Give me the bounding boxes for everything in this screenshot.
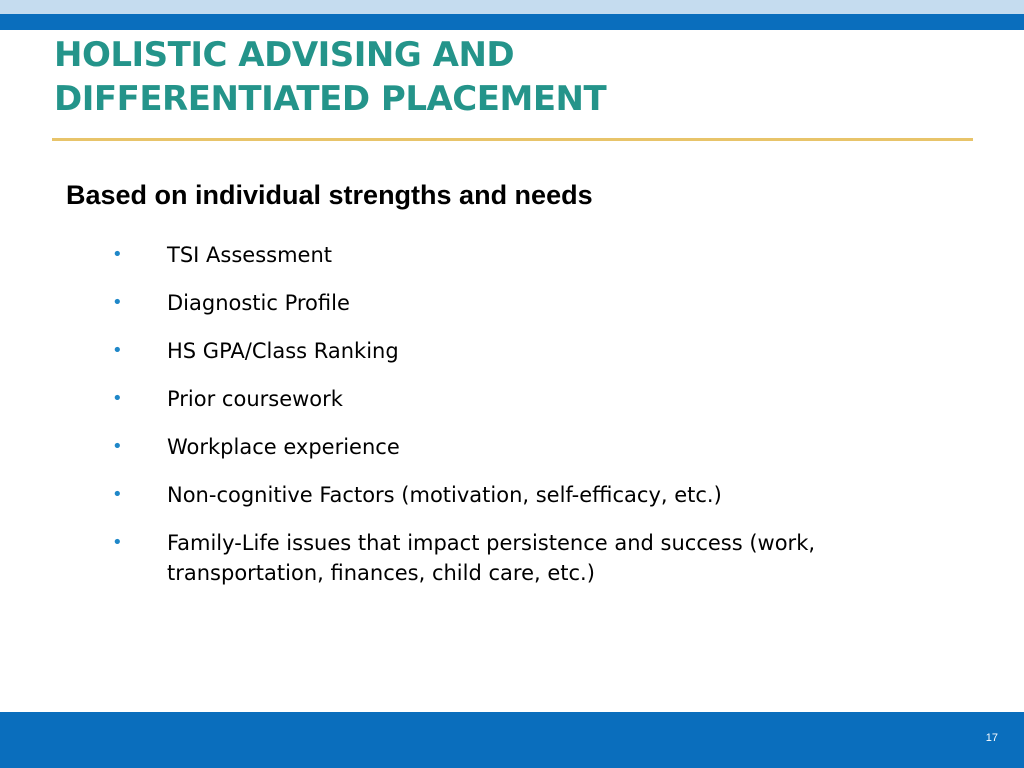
bullet-text: Diagnostic Profile <box>167 291 350 315</box>
bullet-item <box>112 384 892 414</box>
footer-band <box>0 712 1024 768</box>
slide-title-line-2: DIFFERENTIATED PLACEMENT <box>54 79 607 119</box>
page-number: 17 <box>985 732 998 744</box>
top-band-light <box>0 0 1024 14</box>
bullet-text: Family-Life issues that impact persistence and success (work, transportation, finances, child care, etc.) <box>167 531 816 585</box>
top-band-dark <box>0 14 1024 30</box>
bullet-icon: • <box>112 340 123 361</box>
bullet-item <box>112 288 892 318</box>
title-divider <box>52 138 973 141</box>
bullet-item <box>112 240 892 270</box>
slide-subtitle: Based on individual strengths and needs <box>66 180 593 210</box>
bullet-item <box>112 528 892 588</box>
bullet-icon: • <box>112 436 123 457</box>
bullet-icon: • <box>112 484 123 505</box>
bullet-text: Workplace experience <box>167 435 400 459</box>
bullet-item <box>112 336 892 366</box>
bullet-item <box>112 432 892 462</box>
bullet-list <box>112 240 892 606</box>
bullet-text: Prior coursework <box>167 387 343 411</box>
slide-title <box>54 33 954 121</box>
bullet-item <box>112 480 892 510</box>
bullet-icon: • <box>112 292 123 313</box>
bullet-text: TSI Assessment <box>167 243 332 267</box>
bullet-text: HS GPA/Class Ranking <box>167 339 399 363</box>
bullet-icon: • <box>112 244 123 265</box>
bullet-icon: • <box>112 388 123 409</box>
bullet-icon: • <box>112 532 123 553</box>
bullet-text: Non-cognitive Factors (motivation, self-efficacy, etc.) <box>167 483 722 507</box>
slide-title-line-1: HOLISTIC ADVISING AND <box>54 35 515 75</box>
